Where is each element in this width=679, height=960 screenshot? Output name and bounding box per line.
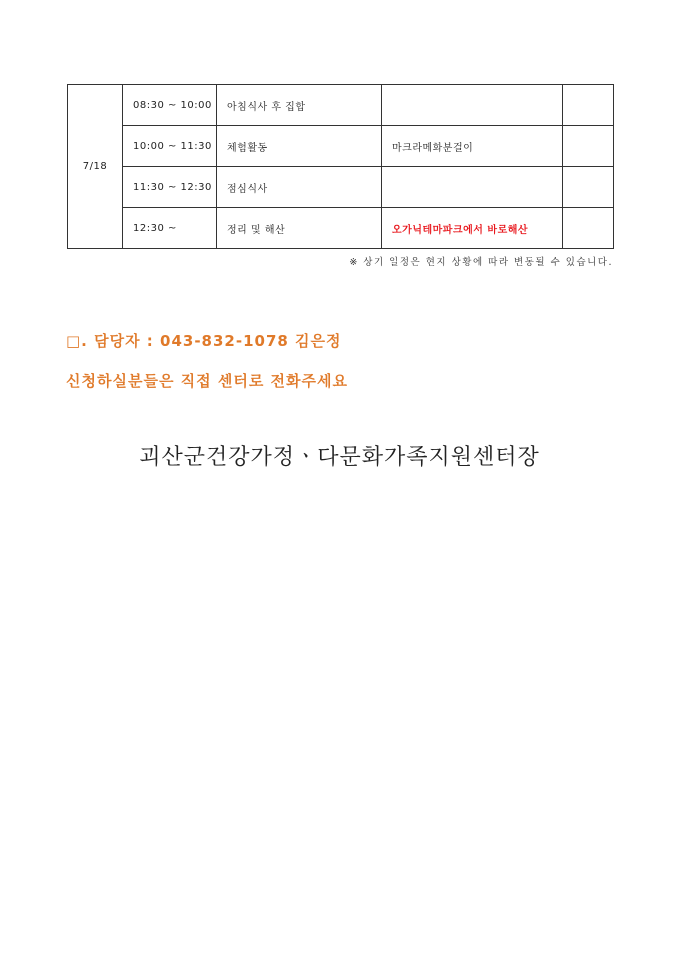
extra-cell <box>563 126 614 167</box>
contact-line: □. 담당자 : 043-832-1078 김은정 <box>66 332 342 350</box>
schedule-footnote: ※ 상기 일정은 현지 상황에 따라 변동될 수 있습니다. <box>349 257 613 268</box>
time-cell: 12:30 ~ <box>123 208 217 249</box>
activity-cell: 점심식사 <box>217 167 382 208</box>
table-row <box>68 167 614 208</box>
note-cell-highlight: 오가닉테마파크에서 바로해산 <box>382 208 563 249</box>
note-cell <box>382 167 563 208</box>
extra-cell <box>563 85 614 126</box>
apply-note: 신청하실분들은 직접 센터로 전화주세요 <box>66 372 348 390</box>
time-cell: 08:30 ~ 10:00 <box>123 85 217 126</box>
note-cell: 마크라메화분걸이 <box>382 126 563 167</box>
schedule-table <box>67 84 614 249</box>
date-cell: 7/18 <box>68 85 123 249</box>
time-cell: 11:30 ~ 12:30 <box>123 167 217 208</box>
signature: 괴산군건강가정ㆍ다문화가족지원센터장 <box>139 445 540 470</box>
extra-cell <box>563 208 614 249</box>
activity-cell: 아침식사 후 집합 <box>217 85 382 126</box>
table-row <box>68 126 614 167</box>
time-cell: 10:00 ~ 11:30 <box>123 126 217 167</box>
table-row <box>68 208 614 249</box>
extra-cell <box>563 167 614 208</box>
activity-cell: 정리 및 해산 <box>217 208 382 249</box>
table-row <box>68 85 614 126</box>
note-cell <box>382 85 563 126</box>
activity-cell: 체험활동 <box>217 126 382 167</box>
